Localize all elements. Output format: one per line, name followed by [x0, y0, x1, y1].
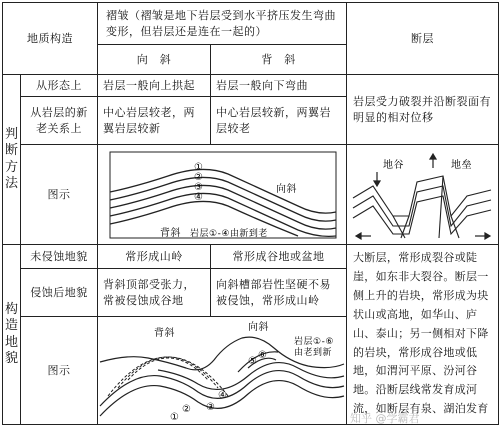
geology-table [2, 2, 499, 425]
landform-char: 造 [4, 318, 18, 334]
horst-label: 地垒 [451, 159, 472, 171]
layer-mark: ⑤ [248, 355, 258, 367]
layer-mark: ② [194, 171, 204, 183]
shape-syncline: 岩层一般向上拱起 [98, 75, 211, 97]
judge-char: 法 [4, 175, 18, 191]
age-label: 从岩层的新老关系上 [21, 97, 98, 145]
layer-mark: ① [194, 161, 204, 173]
arrow-right-icon [485, 233, 490, 239]
layer-mark: ③ [194, 181, 204, 193]
landform-char: 貌 [4, 350, 18, 366]
age-anticline: 中心岩层较新，两翼岩层较老 [211, 97, 347, 145]
arrow-up-icon [430, 154, 436, 159]
fault-diagram [347, 146, 497, 244]
layer-mark: ① [170, 411, 180, 423]
header-structure: 地质构造 [3, 3, 98, 75]
layer-mark: ④ [218, 389, 228, 401]
layer-mark: ④ [194, 191, 204, 203]
fold-diagram-frame [110, 152, 336, 238]
eroded-fold-diagram [98, 318, 346, 424]
fault-plane [439, 176, 443, 238]
arrow-down-icon [374, 181, 380, 186]
judge-diagram-label: 图示 [21, 145, 98, 245]
shape-anticline: 岩层一般向下弯曲 [211, 75, 347, 97]
arrow-left-icon [356, 233, 361, 239]
syncline-label: 向斜 [276, 183, 297, 195]
landform-char: 构 [4, 302, 18, 317]
header-fold-title: 褶皱（褶皱是地下岩层受到水平挤压发生弯曲变形，但岩层还是连在一起的） [98, 3, 347, 45]
fault-plane [393, 216, 405, 238]
judge-char: 方 [4, 159, 18, 175]
fault-plane [401, 216, 409, 238]
layer-mark: ③ [206, 401, 216, 413]
uneroded-syncline: 常形成山岭 [98, 245, 211, 269]
judge-char: 判 [4, 127, 18, 142]
shape-label: 从形态上 [21, 75, 98, 97]
header-syncline: 向 斜 [98, 45, 211, 75]
eroded-layers-caption: 岩层①-⑥ [294, 336, 334, 347]
uneroded-label: 未侵蚀地貌 [21, 245, 98, 269]
eroded-label: 侵蚀后地貌 [21, 269, 98, 317]
eroded-syncline: 背斜顶部受张力，常被侵蚀成谷地 [98, 269, 211, 317]
fault-layer-line [353, 186, 491, 226]
uneroded-anticline: 常形成谷地或盆地 [211, 245, 347, 269]
eroded-diagram-cell [98, 317, 347, 425]
header-fault: 断层 [347, 3, 499, 75]
landform-diagram-label: 图示 [21, 317, 98, 425]
fault-description: 岩层受力破裂并沿断裂面有明显的相对位移 [347, 75, 499, 145]
eroded-syncline-label: 向斜 [248, 321, 269, 333]
anticline-label: 背斜 [160, 227, 181, 239]
fold-diagram [98, 146, 346, 244]
judge-group-label [3, 75, 21, 245]
landform-char: 地 [4, 334, 18, 350]
fault-landform-text: 大断层，常形成裂谷或陡崖，如东非大裂谷。断层一侧上升的岩块，常形成为块状山或高地，如华山、庐山、泰山；另一侧相对下降的岩块，常形成谷地或低地，如渭河平原、汾河谷地。沿断层线常发育成河流，如断层有泉、湖泊发育 [347, 245, 499, 425]
fault-diagram-cell [347, 145, 499, 245]
layer-mark: ⑥ [258, 349, 268, 361]
fault-layer-line [353, 196, 491, 234]
fold-diagram-cell [98, 145, 347, 245]
fault-surface-line [353, 176, 491, 216]
landform-group-label [3, 245, 21, 425]
eroded-layers-caption: 由老到新 [294, 347, 333, 358]
age-syncline: 中心岩层较老，两翼岩层较新 [98, 97, 211, 145]
eroded-anticline: 向斜槽部岩性坚硬不易被侵蚀，常形成山岭 [211, 269, 347, 317]
header-anticline: 背 斜 [211, 45, 347, 75]
watermark: 知乎 @学霸君 [350, 412, 420, 425]
graben-label: 地谷 [383, 159, 404, 171]
judge-char: 断 [4, 143, 18, 159]
layers-caption: 岩层①-④由新到老 [190, 228, 268, 239]
eroded-anticline-label: 背斜 [154, 327, 175, 339]
layer-mark: ② [182, 403, 192, 415]
eroded-dashed-arc [128, 358, 208, 380]
